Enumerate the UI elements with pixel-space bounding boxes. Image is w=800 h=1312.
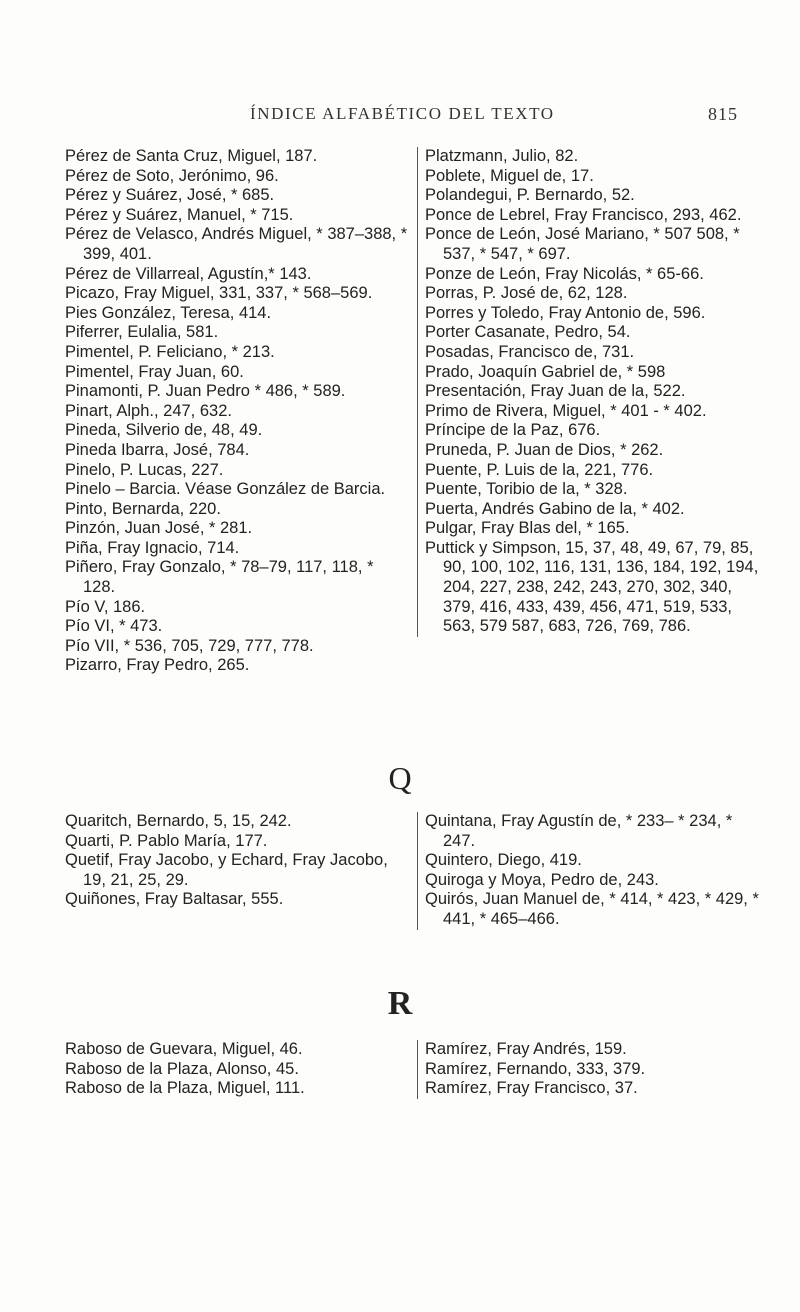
- index-entry: Pérez de Santa Cruz, Miguel, 187.: [65, 147, 318, 165]
- index-entry: Posadas, Francisco de, 731.: [425, 342, 635, 361]
- index-entry: Ponce de León, José Mariano, * 507 508, * 537, * 547, * 697.: [425, 225, 740, 263]
- index-entry: Pérez de Velasco, Andrés Miguel, * 387–388, * 399, 401.: [65, 225, 408, 263]
- index-entry: Pineda, Silverio de, 48, 49.: [65, 421, 263, 440]
- index-entry: Ponze de León, Fray Nicolás, * 65-66.: [425, 264, 704, 283]
- index-entry: Ponce de Lebrel, Fray Francisco, 293, 462.: [425, 205, 742, 224]
- index-entry: Primo de Rivera, Miguel, * 401 - * 402.: [425, 401, 707, 420]
- section-p-right-column: [417, 147, 761, 637]
- index-entry: Pérez de Villarreal, Agustín,* 143.: [65, 264, 312, 283]
- index-entry: Pizarro, Fray Pedro, 265.: [65, 656, 250, 675]
- section-p: [65, 147, 759, 712]
- section-q: [65, 812, 759, 932]
- index-entry: Pimentel, Fray Juan, 60.: [65, 362, 244, 381]
- index-entry: Quetif, Fray Jacobo, y Echard, Fray Jacobo, 19, 21, 25, 29.: [65, 851, 388, 889]
- letter-r-heading: R: [387, 985, 413, 1022]
- index-entry: Quaritch, Bernardo, 5, 15, 242.: [65, 812, 292, 830]
- index-entry: Pérez y Suárez, José, * 685.: [65, 186, 275, 205]
- index-entry: Pérez de Soto, Jerónimo, 96.: [65, 166, 279, 185]
- section-p-left-column: [65, 147, 409, 676]
- index-entry: Pío VII, * 536, 705, 729, 777, 778.: [65, 636, 314, 655]
- index-entry: Raboso de la Plaza, Miguel, 111.: [65, 1079, 305, 1098]
- index-entry: Picazo, Fray Miguel, 331, 337, * 568–569.: [65, 284, 373, 303]
- index-entry: Porras, P. José de, 62, 128.: [425, 284, 628, 303]
- index-entry: Pruneda, P. Juan de Dios, * 262.: [425, 440, 664, 459]
- section-q-left-column: [65, 812, 409, 910]
- section-letter-q: [0, 760, 800, 797]
- index-entry: Pineda Ibarra, José, 784.: [65, 440, 250, 459]
- index-entry: Piña, Fray Ignacio, 714.: [65, 538, 240, 557]
- index-entry: Pinamonti, P. Juan Pedro * 486, * 589.: [65, 382, 346, 401]
- index-entry: Pío VI, * 473.: [65, 617, 163, 636]
- index-entry: Ramírez, Fray Francisco, 37.: [425, 1079, 638, 1098]
- index-entry: Quirós, Juan Manuel de, * 414, * 423, * 429, * 441, * 465–466.: [425, 890, 759, 928]
- index-entry: Puente, P. Luis de la, 221, 776.: [425, 460, 654, 479]
- index-entry: Puerta, Andrés Gabino de la, * 402.: [425, 499, 685, 518]
- index-entry: Pío V, 186.: [65, 597, 146, 616]
- index-entry: Pinzón, Juan José, * 281.: [65, 519, 253, 538]
- page-header: [0, 104, 800, 134]
- index-entry: Quintana, Fray Agustín de, * 233– * 234, * 247.: [425, 812, 733, 850]
- index-entry: Pinart, Alph., 247, 632.: [65, 401, 232, 420]
- index-entry: Quintero, Diego, 419.: [425, 851, 582, 870]
- index-entry: Pinelo – Barcia. Véase González de Barcia.: [65, 480, 386, 499]
- index-entry: Pimentel, P. Feliciano, * 213.: [65, 342, 275, 361]
- index-entry: Raboso de la Plaza, Alonso, 45.: [65, 1059, 299, 1078]
- index-entry: Piferrer, Eulalia, 581.: [65, 323, 219, 342]
- index-entry: Pies González, Teresa, 414.: [65, 303, 272, 322]
- index-entry: Ramírez, Fray Andrés, 159.: [425, 1040, 627, 1058]
- index-entry: Quarti, P. Pablo María, 177.: [65, 831, 268, 850]
- index-entry: Piñero, Fray Gonzalo, * 78–79, 117, 118, * 128.: [65, 558, 374, 597]
- index-entry: Poblete, Miguel de, 17.: [425, 166, 594, 185]
- index-entry: Quiñones, Fray Baltasar, 555.: [65, 890, 284, 909]
- section-r: [65, 1040, 745, 1120]
- index-entry: Pérez y Suárez, Manuel, * 715.: [65, 205, 294, 224]
- section-r-right-column: [417, 1040, 761, 1099]
- section-r-left-column: [65, 1040, 409, 1099]
- index-entry: Puttick y Simpson, 15, 37, 48, 49, 67, 79, 85, 90, 100, 102, 116, 131, 136, 184, 192, 194, 204, 227, 238, 242, 243, 270, 302, 340, 379, 416, 433, 439, 456, 471, 519, 533, 563, 579 587, 683, 726, 769, 786.: [425, 538, 759, 636]
- index-entry: Polandegui, P. Bernardo, 52.: [425, 186, 635, 205]
- section-q-right-column: [417, 812, 761, 930]
- index-entry: Quiroga y Moya, Pedro de, 243.: [425, 870, 659, 889]
- index-entry: Ramírez, Fernando, 333, 379.: [425, 1059, 646, 1078]
- section-letter-r: [0, 985, 800, 1023]
- index-entry: Presentación, Fray Juan de la, 522.: [425, 382, 686, 401]
- index-entry: Pulgar, Fray Blas del, * 165.: [425, 519, 630, 538]
- index-entry: Príncipe de la Paz, 676.: [425, 421, 601, 440]
- index-entry: Raboso de Guevara, Miguel, 46.: [65, 1040, 303, 1058]
- index-entry: Pinelo, P. Lucas, 227.: [65, 460, 224, 479]
- index-entry: Porres y Toledo, Fray Antonio de, 596.: [425, 303, 706, 322]
- index-entry: Prado, Joaquín Gabriel de, * 598: [425, 362, 666, 381]
- index-entry: Platzmann, Julio, 82.: [425, 147, 579, 165]
- letter-q-heading: Q: [388, 760, 412, 796]
- index-entry: Pinto, Bernarda, 220.: [65, 499, 221, 518]
- index-entry: Porter Casanate, Pedro, 54.: [425, 323, 631, 342]
- running-title: ÍNDICE ALFABÉTICO DEL TEXTO: [250, 104, 555, 123]
- index-entry: Puente, Toribio de la, * 328.: [425, 480, 628, 499]
- page-number: 815: [708, 104, 738, 124]
